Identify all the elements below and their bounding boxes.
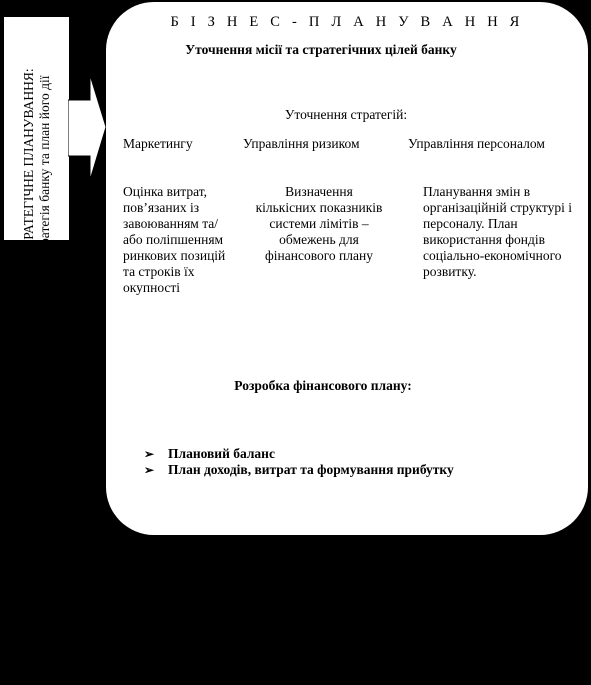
side-label xyxy=(21,35,53,257)
list-item xyxy=(144,462,454,478)
list-item-label: Плановий баланс xyxy=(168,446,275,461)
side-label-subtitle: стратегія банку та план його дії xyxy=(37,75,52,257)
strategies-heading: Уточнення стратегій: xyxy=(284,107,408,122)
side-label-box xyxy=(3,16,70,257)
list-item-label: План доходів, витрат та формування прибутку xyxy=(168,462,454,477)
column-heading-personnel: Управління персоналом xyxy=(408,136,545,151)
column-heading-marketing: Маркетингу xyxy=(123,136,193,151)
column-body-personnel: Планування змін в організаційній структурі і персоналу. План використання фондів соціально-економічного розвитку. xyxy=(423,184,572,279)
column-body-risk: Визначення кількісних показників системи лімітів – обмежень для фінансового плану xyxy=(255,184,383,263)
financial-plan-heading: Розробка фінансового плану: xyxy=(234,378,412,393)
arrow-bullet-icon: ➢ xyxy=(144,447,155,461)
financial-plan-list xyxy=(144,446,454,478)
column-heading-risk: Управління ризиком xyxy=(243,136,360,151)
panel-title: Б І З Н Е С - П Л А Н У В А Н Н Я xyxy=(170,14,524,30)
arrow-bullet-icon: ➢ xyxy=(144,463,155,477)
list-item xyxy=(144,446,454,462)
right-arrow-icon xyxy=(68,70,108,185)
business-planning-panel xyxy=(106,2,588,535)
mission-heading: Уточнення місії та стратегічних цілей банку xyxy=(185,42,457,57)
column-body-marketing: Оцінка витрат, пов’язаних із завоюванням та/або поліпшенням ринкових позицій та строків їх окупності xyxy=(123,184,226,295)
side-label-title: СТРАТЕГІЧНЕ ПЛАНУВАННЯ: xyxy=(21,68,36,257)
